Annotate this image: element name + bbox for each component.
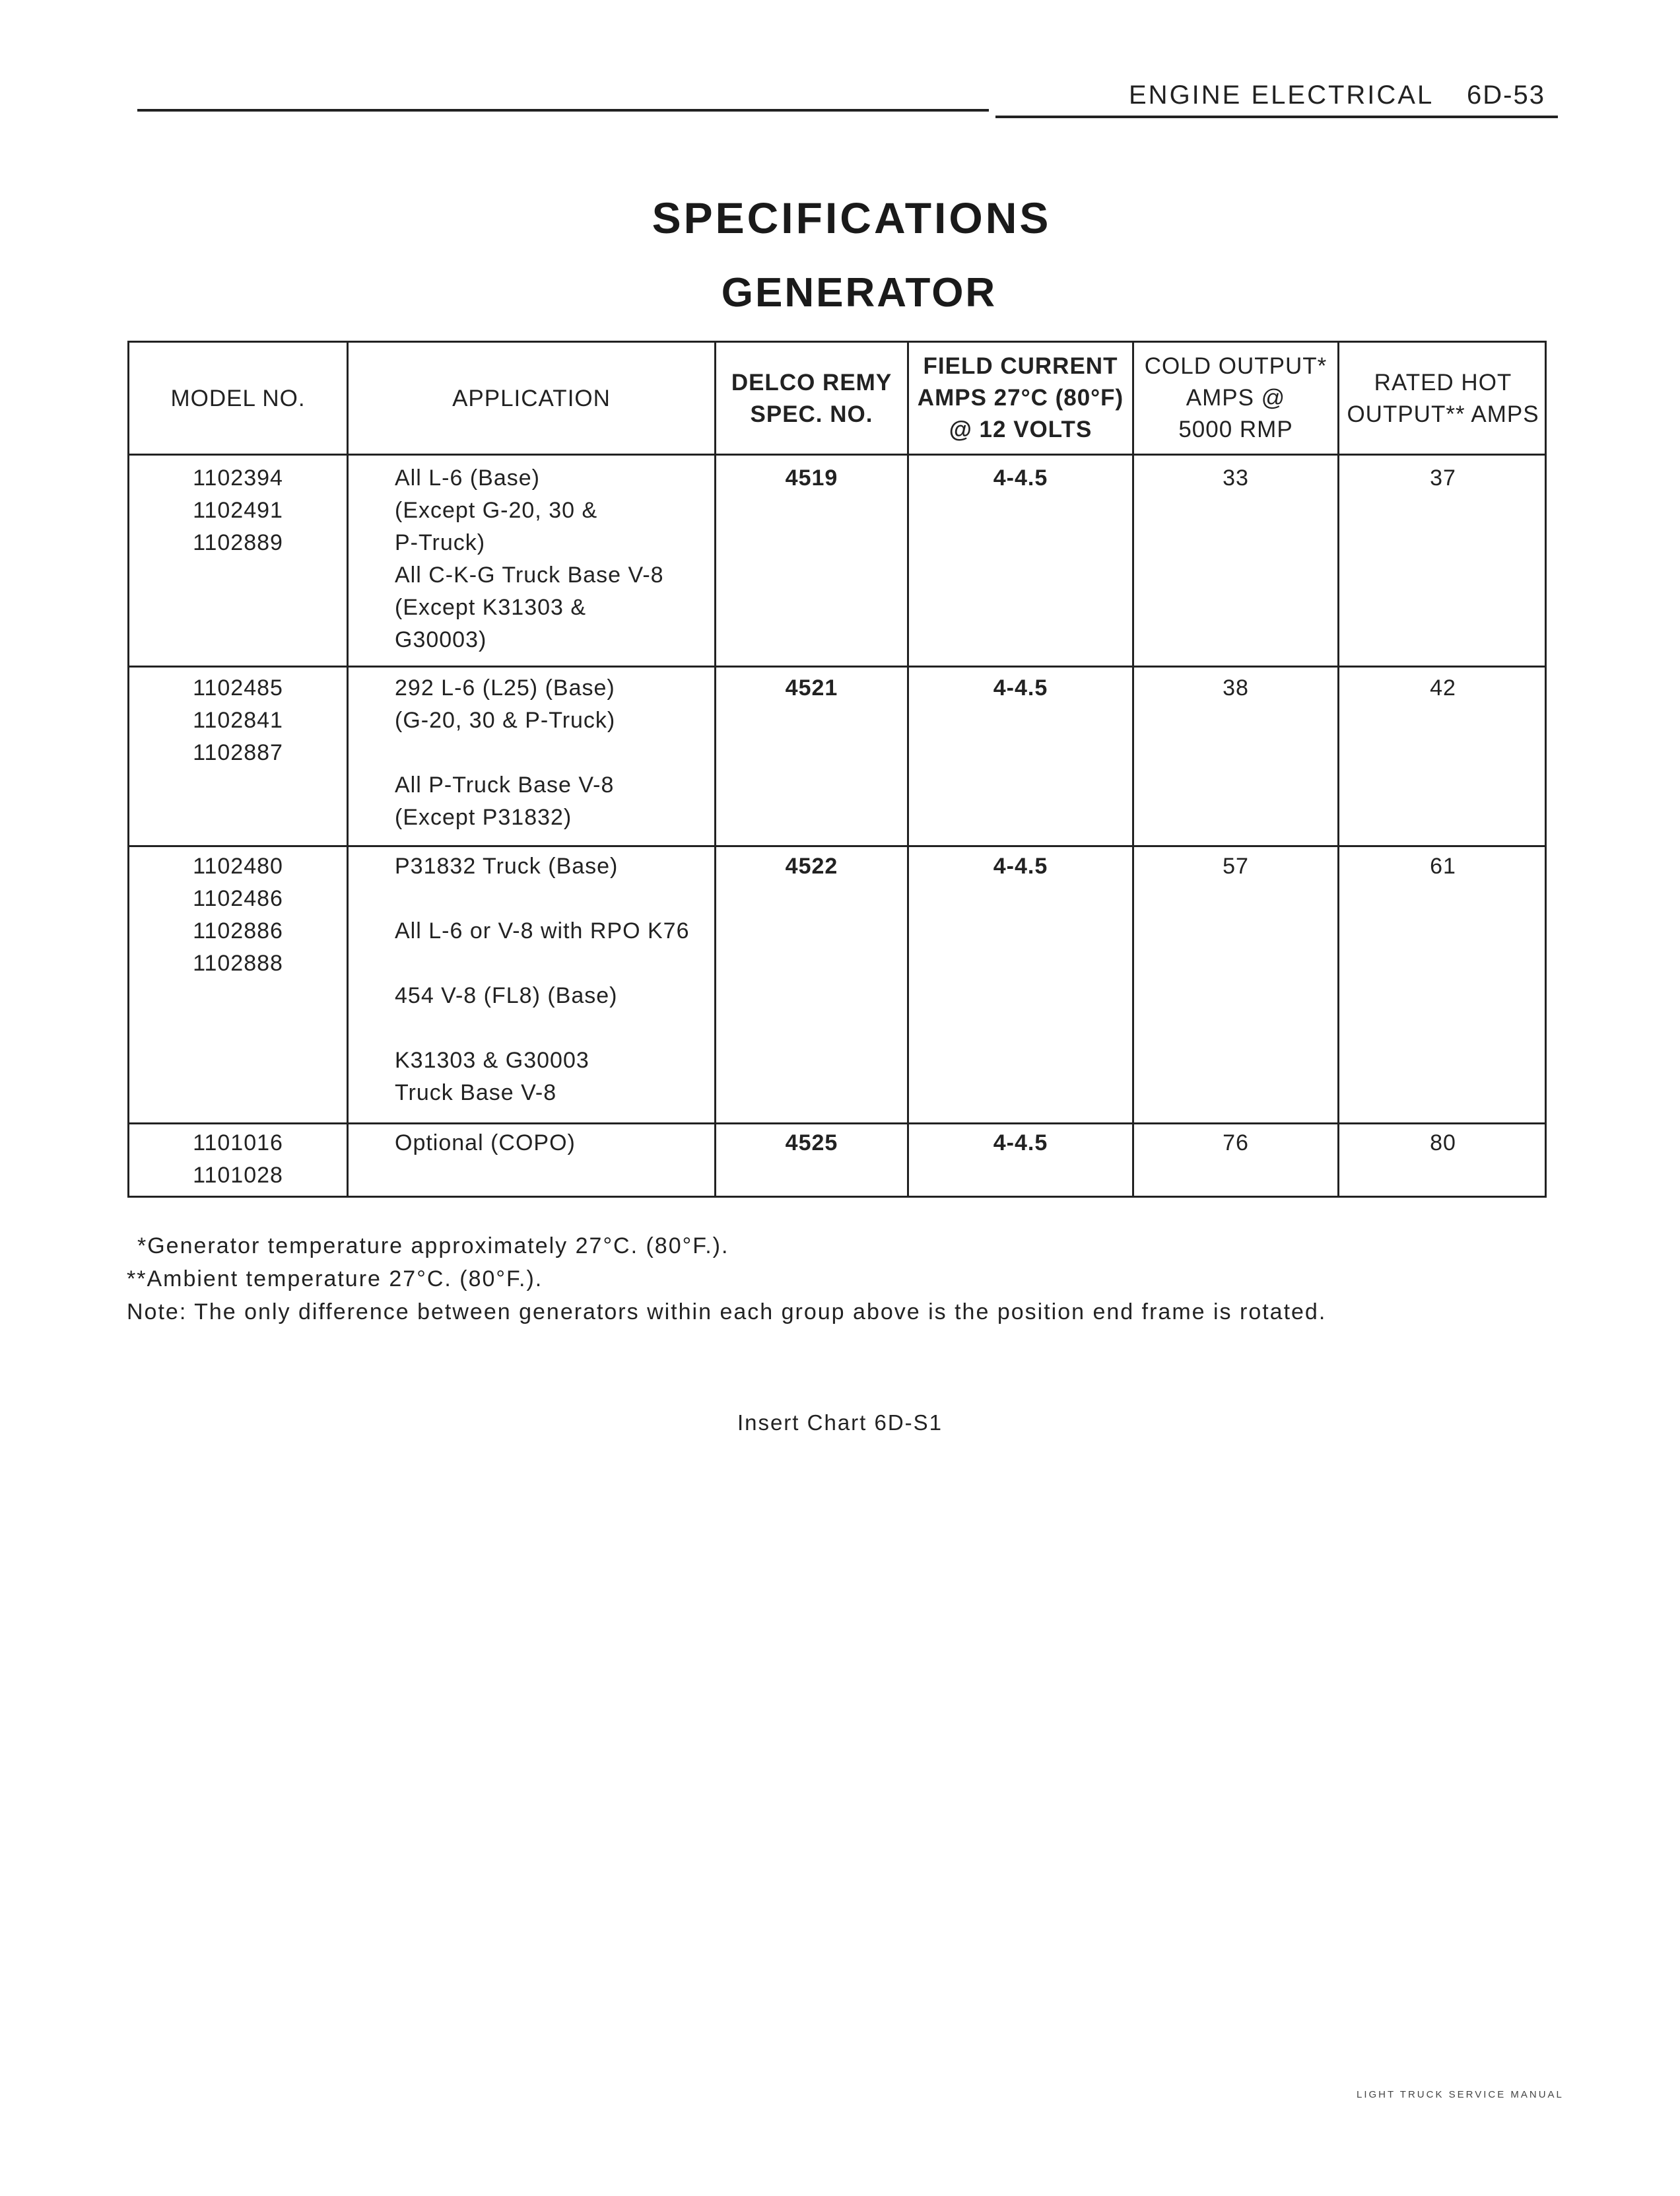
header-rule-right [995, 116, 1558, 118]
application-line: K31303 & G30003 [395, 1048, 589, 1073]
footer-manual-title: LIGHT TRUCK SERVICE MANUAL [1357, 2089, 1564, 2100]
column-header-field-line: FIELD CURRENT [923, 353, 1118, 379]
model-number: 1102888 [193, 951, 283, 976]
column-header-delco-line: DELCO REMY [731, 370, 892, 395]
delco-spec-number: 4525 [785, 1130, 838, 1155]
field-current-value: 4-4.5 [993, 1130, 1048, 1155]
footnote-ambient-temperature: **Ambient temperature 27°C. (80°F.). [127, 1266, 543, 1291]
column-header-application: APPLICATION [452, 386, 611, 411]
model-number: 1102491 [193, 498, 283, 523]
delco-spec-number: 4521 [785, 675, 838, 701]
model-number: 1102394 [193, 465, 283, 491]
column-header-cold-line: COLD OUTPUT* [1144, 353, 1327, 379]
insert-chart-reference: Insert Chart 6D-S1 [737, 1410, 943, 1435]
section-title: ENGINE ELECTRICAL [1129, 81, 1434, 110]
field-current-value: 4-4.5 [993, 854, 1048, 879]
application-line: 292 L-6 (L25) (Base) [395, 675, 615, 701]
application-line [395, 883, 690, 915]
header-rule-left [137, 109, 989, 112]
application-line: (G-20, 30 & P-Truck) [395, 708, 616, 733]
cold-output-value: 33 [1223, 465, 1249, 491]
footnote-generator-temperature: *Generator temperature approximately 27°C. (80°F.). [137, 1233, 729, 1258]
application-line: (Except P31832) [395, 805, 572, 830]
column-header-delco [716, 367, 907, 430]
table-row-models [129, 850, 347, 980]
delco-spec-number: 4522 [785, 854, 838, 879]
column-header-delco-line: SPEC. NO. [750, 401, 873, 427]
row-divider [127, 666, 1547, 668]
field-current-value: 4-4.5 [993, 465, 1048, 491]
cold-output-value: 38 [1223, 675, 1249, 701]
rated-hot-value: 80 [1430, 1130, 1456, 1155]
application-line: P31832 Truck (Base) [395, 854, 619, 879]
delco-spec-number: 4519 [785, 465, 838, 491]
column-header-rated-line: OUTPUT** AMPS [1347, 401, 1539, 427]
cold-output-value: 76 [1223, 1130, 1249, 1155]
page-subtitle: GENERATOR [721, 270, 997, 316]
application-line: All L-6 (Base) [395, 465, 540, 491]
table-row-models [129, 672, 347, 769]
application-line: All L-6 or V-8 with RPO K76 [395, 918, 690, 944]
table-row-application [395, 850, 690, 1109]
model-number: 1101028 [193, 1163, 283, 1188]
application-line: All P-Truck Base V-8 [395, 772, 615, 798]
model-number: 1102486 [193, 886, 283, 911]
column-header-field-line: AMPS 27°C (80°F) [917, 385, 1124, 411]
application-line: (Except K31303 & [395, 595, 587, 620]
table-row-application [395, 672, 615, 834]
model-number: 1102886 [193, 918, 283, 944]
application-line: (Except G-20, 30 & [395, 498, 598, 523]
application-line [395, 947, 690, 980]
application-line: G30003) [395, 627, 487, 652]
application-line: Truck Base V-8 [395, 1080, 557, 1105]
table-row-application [395, 1127, 576, 1159]
table-row-models [129, 1127, 347, 1192]
rated-hot-value: 61 [1430, 854, 1456, 879]
row-divider [127, 845, 1547, 847]
model-number: 1102887 [193, 740, 283, 765]
column-header-field-line: @ 12 VOLTS [949, 417, 1092, 442]
column-header-model: MODEL NO. [170, 386, 306, 411]
column-header-cold-output [1134, 351, 1337, 446]
column-header-field-current [909, 351, 1132, 446]
application-line: P-Truck) [395, 530, 486, 555]
rated-hot-value: 37 [1430, 465, 1456, 491]
model-number: 1102841 [193, 708, 283, 733]
application-line [395, 737, 615, 769]
cold-output-value: 57 [1223, 854, 1249, 879]
column-header-cold-line: 5000 RMP [1178, 417, 1293, 442]
application-line [395, 1012, 690, 1045]
model-number: 1102480 [193, 854, 283, 879]
page-number: 6D-53 [1467, 81, 1545, 110]
row-divider [127, 1122, 1547, 1124]
application-line: Optional (COPO) [395, 1130, 576, 1155]
application-line: 454 V-8 (FL8) (Base) [395, 983, 618, 1008]
field-current-value: 4-4.5 [993, 675, 1048, 701]
model-number: 1102889 [193, 530, 283, 555]
footnote-note: Note: The only difference between generators within each group above is the position end frame is rotated. [127, 1299, 1327, 1324]
application-line: All C-K-G Truck Base V-8 [395, 563, 664, 588]
column-header-rated-hot [1339, 367, 1547, 430]
column-header-rated-line: RATED HOT [1374, 370, 1512, 395]
model-number: 1102485 [193, 675, 283, 701]
table-row-application [395, 462, 664, 656]
page-title: SPECIFICATIONS [652, 193, 1052, 242]
header-divider [127, 454, 1547, 456]
rated-hot-value: 42 [1430, 675, 1456, 701]
column-divider [347, 341, 349, 1198]
column-header-cold-line: AMPS @ [1186, 385, 1286, 411]
model-number: 1101016 [193, 1130, 283, 1155]
table-row-models [129, 462, 347, 559]
